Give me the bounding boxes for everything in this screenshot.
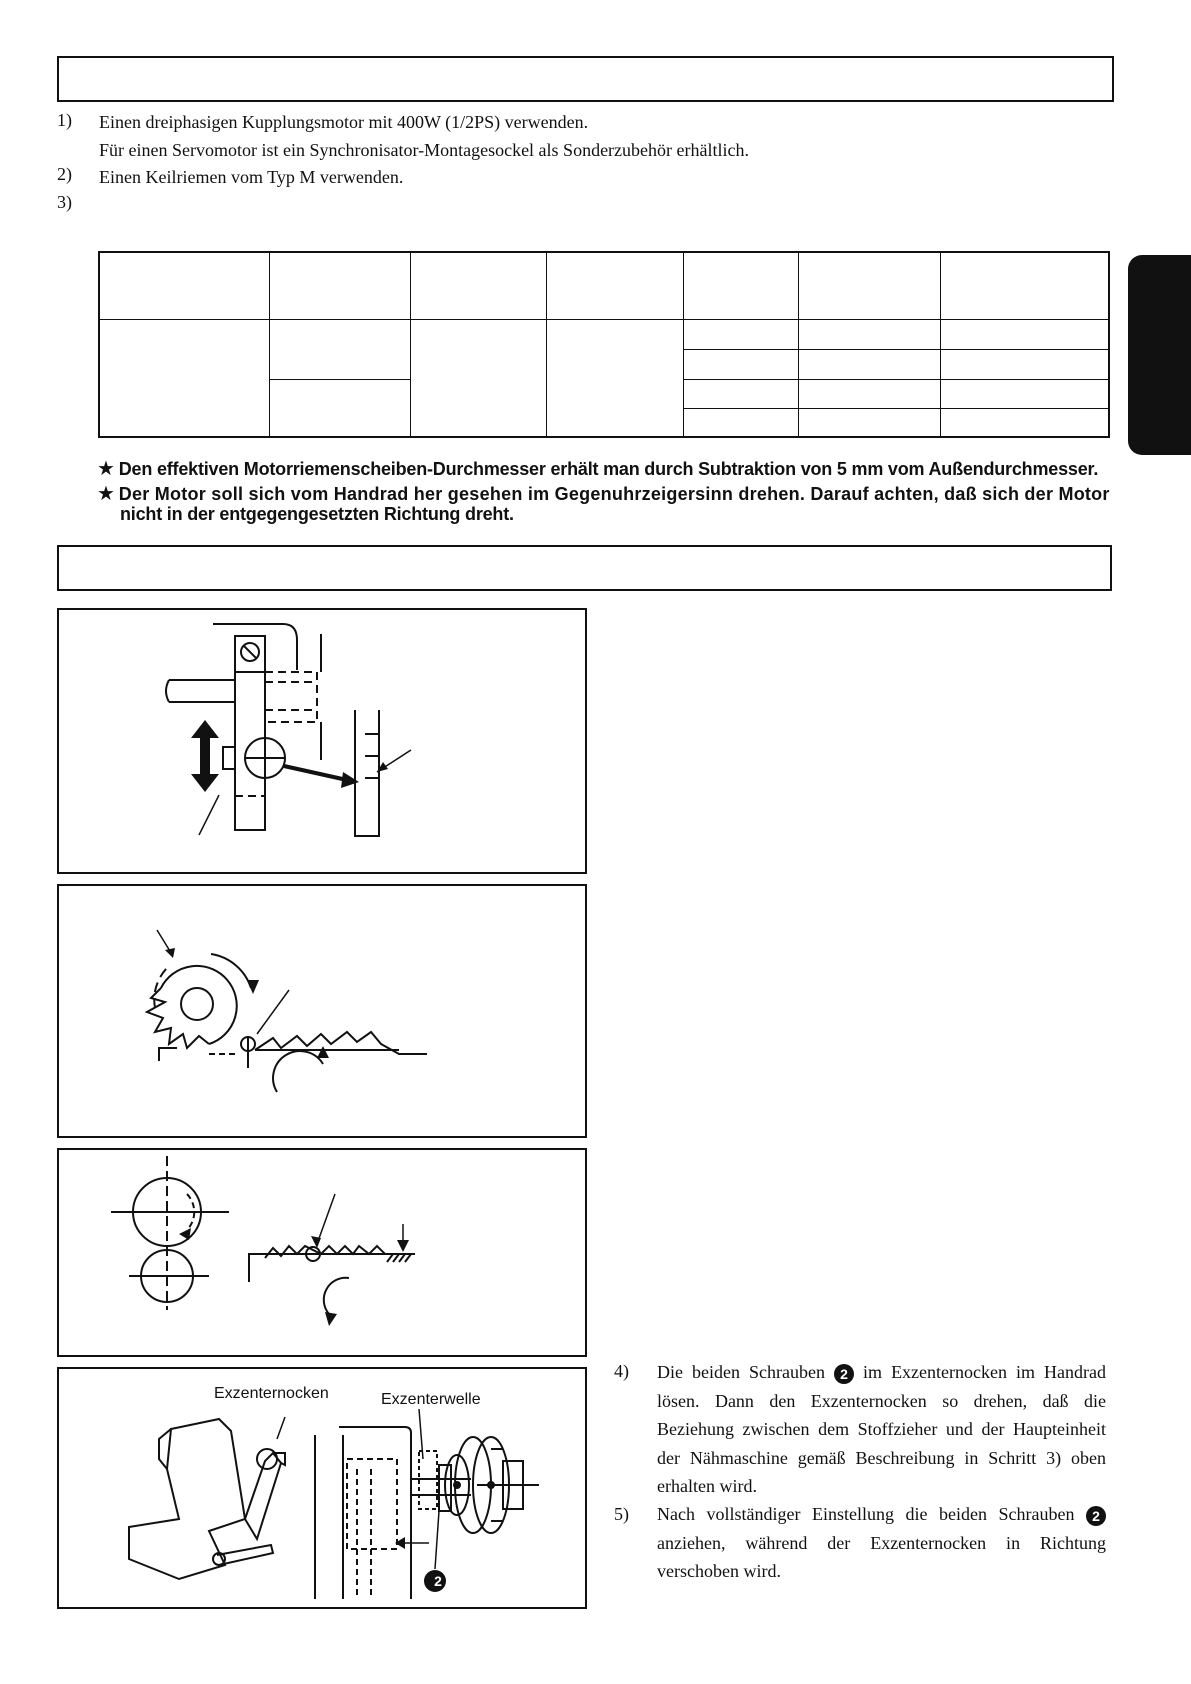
table-cell (269, 379, 410, 437)
feed-wheel-diagram (59, 886, 585, 1136)
list-num-1: 1) (57, 110, 72, 130)
table-cell (683, 319, 798, 349)
figure-feed-dog-wheel (57, 884, 587, 1138)
step-text-4 (657, 1358, 1106, 1501)
table-header-cell (547, 252, 683, 319)
list-num-3: 3) (57, 192, 72, 212)
note-2 (97, 481, 1110, 506)
list-text-1b: Für einen Servomotor ist ein Synchronisator-Montagesockel als Sonderzubehör erhältlich. (99, 140, 749, 160)
note-3-text: nicht in der entgegengesetzten Richtung dreht. (120, 504, 514, 524)
note-3 (120, 504, 514, 525)
figure-feed-lever (57, 608, 587, 874)
step-num-5: 5) (614, 1504, 629, 1524)
label-exzenterwelle: Exzenterwelle (381, 1391, 481, 1408)
table-cell (99, 319, 269, 437)
table-cell (798, 379, 940, 408)
table-cell (941, 349, 1109, 379)
table-header-cell (683, 252, 798, 319)
step-text-5 (657, 1500, 1106, 1586)
label-exzenternocken: Exzenternocken (214, 1385, 329, 1402)
timing-circles-diagram (59, 1150, 585, 1355)
table-cell (941, 319, 1109, 349)
step-4-pre: Die beiden Schrauben (657, 1362, 825, 1382)
star-icon: ★ (97, 483, 115, 505)
table-cell (941, 379, 1109, 408)
list-num-2: 2) (57, 164, 72, 184)
section-title-box-2 (57, 545, 1112, 591)
screw-callout-icon: 2 (834, 1364, 854, 1384)
table-header-cell (411, 252, 547, 319)
table-cell (798, 408, 940, 437)
table-cell (941, 408, 1109, 437)
motor-spec-table (98, 251, 1110, 438)
section-title-box-1 (57, 56, 1114, 102)
table-cell (683, 408, 798, 437)
step-4-post: im Exzenternocken im Handrad lösen. Dann den Exzenternocken so drehen, daß die Beziehung zwischen dem Stoffzieher und der Haupteinheit der Nähmaschine gemäß Beschreibung in Schritt 3) oben erhalten wird. (657, 1362, 1107, 1496)
note-1 (97, 456, 1098, 481)
table-header-cell (798, 252, 940, 319)
step-num-4: 4) (614, 1361, 629, 1381)
table-cell (683, 379, 798, 408)
list-text-1a: Einen dreiphasigen Kupplungsmotor mit 400W (1/2PS) verwenden. (99, 112, 589, 132)
list-text-2: Einen Keilriemen vom Typ M verwenden. (99, 167, 404, 187)
note-2-text: Der Motor soll sich vom Handrad her gesehen im Gegenuhrzeigersinn drehen. Darauf achten, daß sich der Motor (118, 484, 1110, 504)
table-header-cell (99, 252, 269, 319)
table-cell (269, 319, 410, 379)
callout-number-2: 2 (434, 1573, 442, 1589)
table-cell (683, 349, 798, 379)
step-5-pre: Nach vollständiger Einstellung die beiden Schrauben (657, 1504, 1075, 1524)
table-cell (798, 349, 940, 379)
eccentric-cam-diagram (59, 1369, 585, 1607)
star-icon: ★ (97, 458, 115, 480)
table-cell (798, 319, 940, 349)
table-header-cell (269, 252, 410, 319)
chapter-tab (1128, 255, 1191, 455)
figure-eccentric-cam (57, 1367, 587, 1609)
figure-timing-circles (57, 1148, 587, 1357)
table-cell (411, 319, 547, 437)
screw-callout-icon: 2 (1086, 1506, 1106, 1526)
feed-lever-diagram (59, 610, 585, 872)
step-5-post: anziehen, während der Exzenternocken in Richtung verschoben wird. (657, 1532, 1106, 1581)
table-cell (547, 319, 683, 437)
table-header-cell (941, 252, 1109, 319)
note-1-text: Den effektiven Motorriemenscheiben-Durchmesser erhält man durch Subtraktion von 5 mm vom Außendurchmesser. (118, 459, 1099, 479)
